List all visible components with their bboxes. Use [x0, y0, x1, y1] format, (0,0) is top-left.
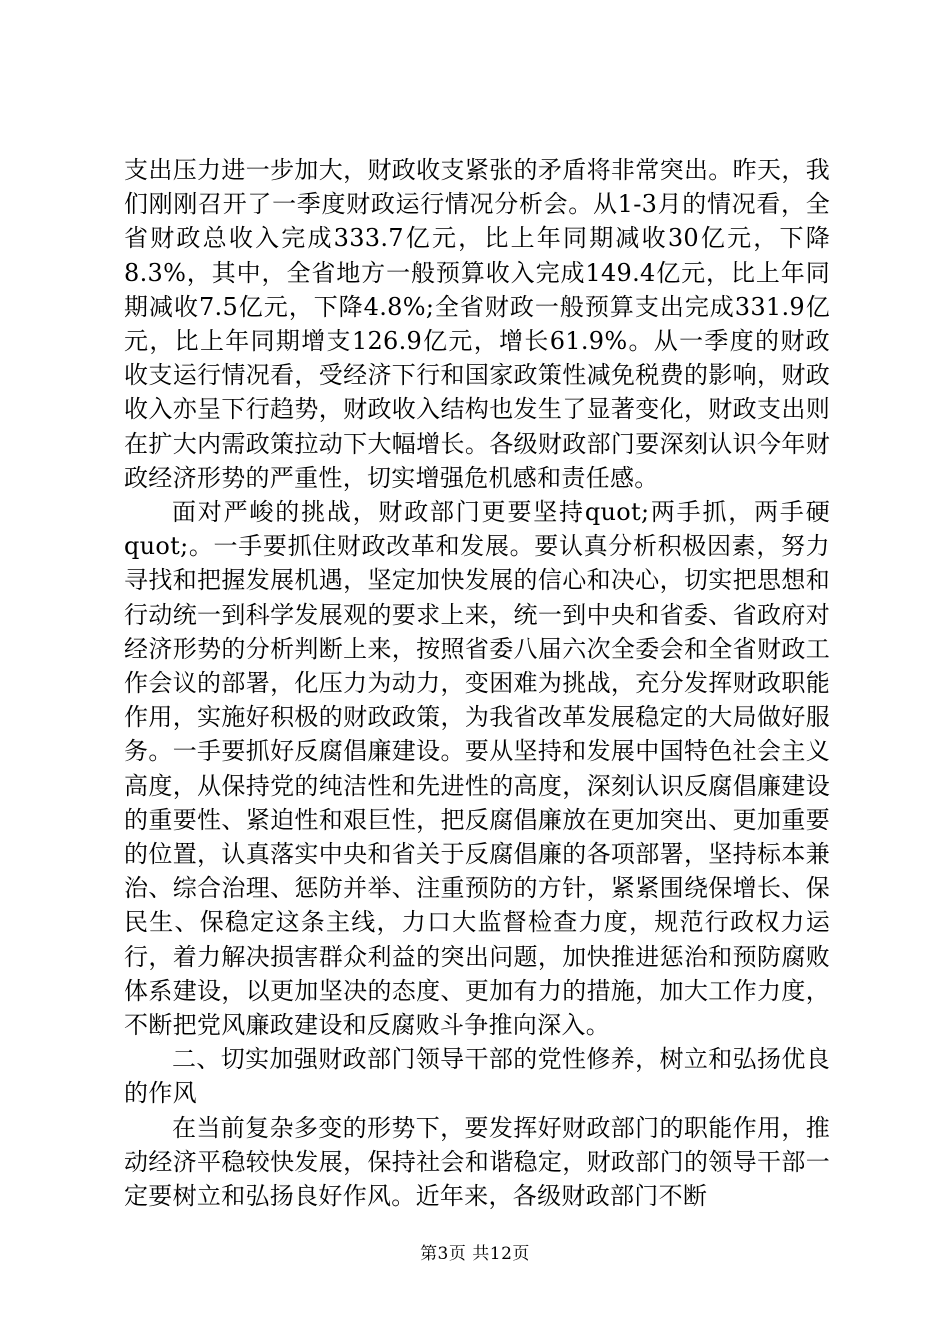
document-body — [124, 153, 830, 1213]
page-number: 第3页 共12页 — [420, 1244, 530, 1264]
body-paragraph: 在当前复杂多变的形势下，要发挥好财政部门的职能作用，推动经济平稳较快发展，保持社会和谐稳定，财政部门的领导干部一定要树立和弘扬良好作风。近年来，各级财政部门不断 — [124, 1113, 830, 1211]
body-paragraph: 支出压力进一步加大，财政收支紧张的矛盾将非常突出。昨天，我们刚刚召开了一季度财政运行情况分析会。从1-3月的情况看，全省财政总收入完成333.7亿元，比上年同期减收30亿元，下降8.3%，其中，全省地方一般预算收入完成149.4亿元，比上年同期减收7.5亿元，下降4.8%;全省财政一般预算支出完成331.9亿元，比上年同期增支126.9亿元，增长61.9%。从一季度的财政收支运行情况看，受经济下行和国家政策性减免税费的影响，财政收入亦呈下行趋势，财政收入结构也发生了显著变化，财政支出则在扩大内需政策拉动下大幅增长。各级财政部门要深刻认识今年财政经济形势的严重性，切实增强危机感和责任感。 — [124, 156, 830, 492]
body-paragraph: 面对严峻的挑战，财政部门更要坚持quot;两手抓，两手硬quot;。一手要抓住财政改革和发展。要认真分析积极因素，努力寻找和把握发展机遇，坚定加快发展的信心和决心，切实把思想和行动统一到科学发展观的要求上来，统一到中央和省委、省政府对经济形势的分析判断上来，按照省委八届六次全委会和全省财政工作会议的部署，化压力为动力，变困难为挑战，充分发挥财政职能作用，实施好积极的财政政策，为我省改革发展稳定的大局做好服务。一手要抓好反腐倡廉建设。要从坚持和发展中国特色社会主义高度，从保持党的纯洁性和先进性的高度，深刻认识反腐倡廉建设的重要性、紧迫性和艰巨性，把反腐倡廉放在更加突出、更加重要的位置，认真落实中央和省关于反腐倡廉的各项部署，坚持标本兼治、综合治理、惩防并举、注重预防的方针，紧紧围绕保增长、保民生、保稳定这条主线，力口大监督检查力度，规范行政权力运行，着力解决损害群众利益的突出问题，加快推进惩治和预防腐败体系建设，以更加坚决的态度、更加有力的措施，加大工作力度，不断把党风廉政建设和反腐败斗争推向深入。 — [124, 498, 830, 1040]
section-heading: 二、切实加强财政部门领导干部的党性修养，树立和弘扬优良的作风 — [124, 1045, 830, 1108]
